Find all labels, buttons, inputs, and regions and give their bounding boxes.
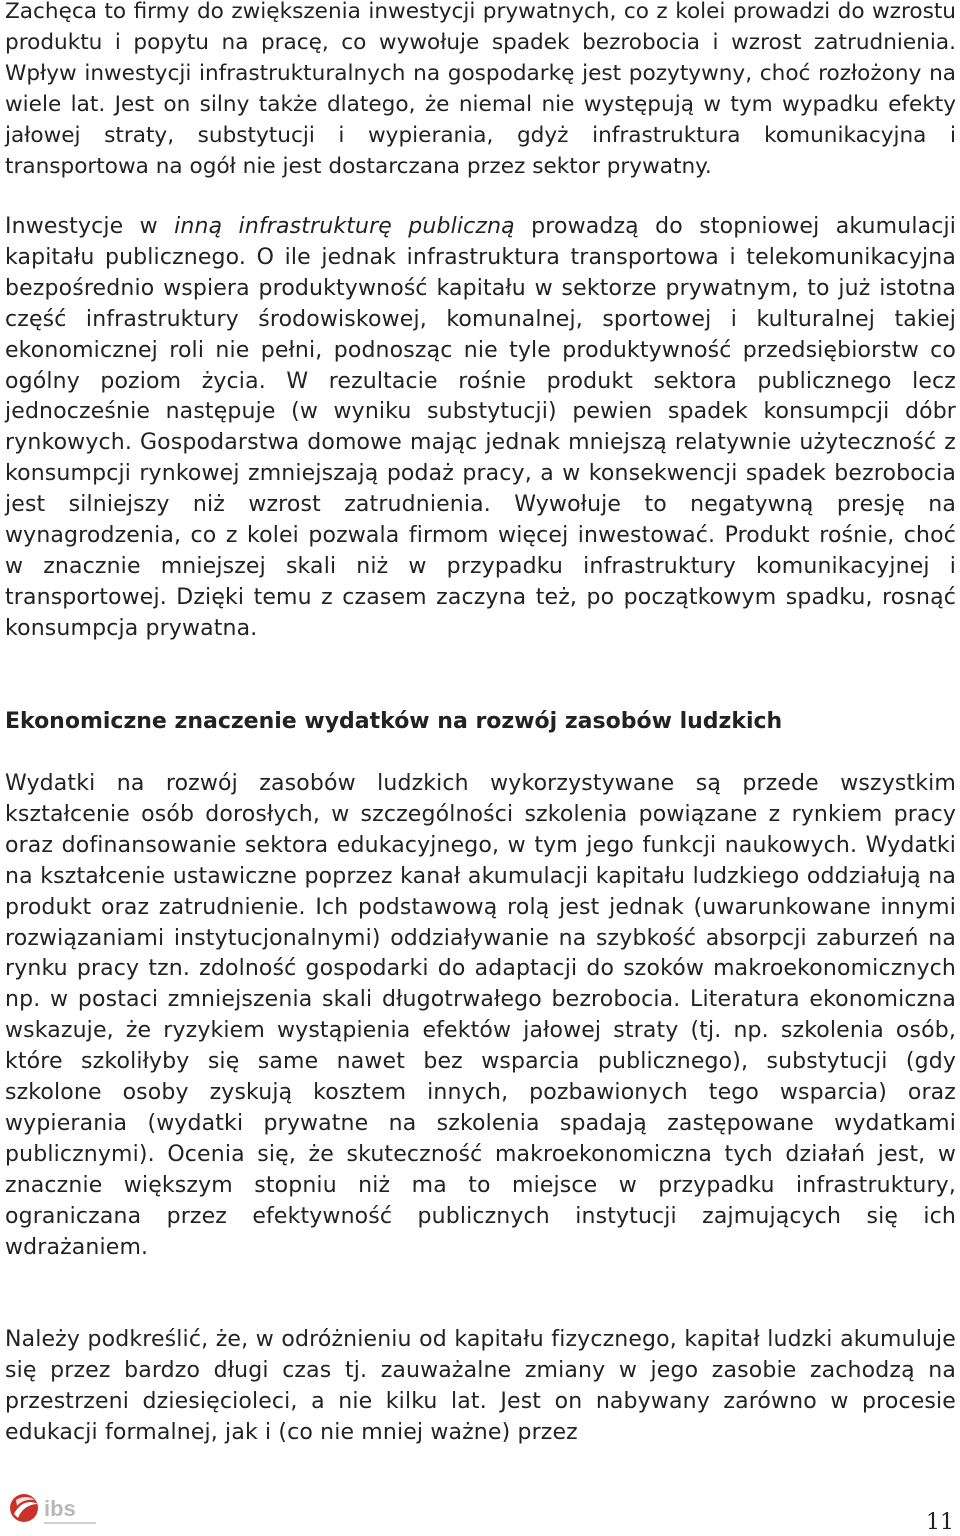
paragraph-text: prowadzą do stopniowej akumulacji kapitału publicznego. O ile jednak infrastruktura transportowa i telekomunikacyjna bezpośrednio wspiera produktywność kapitału w sektorze prywatnym, to już istotna część infrastruktury środowiskowej, komunalnej, sportowej i kulturalnej takiej ekonomicznej roli nie pełni, podnosząc nie tyle produktywność przedsiębiorstw co ogólny poziom życia. W rezultacie rośnie produkt sektora publicznego lecz jednocześnie następuje (w wyniku substytucji) pewien spadek konsumpcji dóbr rynkowych. Gospodarstwa domowe mając jednak mniejszą relatywnie użyteczność z konsumpcji rynkowej zmniejszają podaż pracy, a w konsekwencji spadek bezrobocia jest silniejszy niż wzrost zatrudnienia. Wywołuje to negatywną presję na wynagrodzenia, co z kolei pozwala firmom więcej inwestować. Produkt rośnie, choć w znacznie mniejszej skali niż w przypadku infrastruktury komunikacyjnej i transportowej. Dzięki temu z czasem zaczyna też, po początkowym spadku, rosnąć konsumpcja prywatna. xyxy=(5,214,956,641)
paragraph-human-capital: Należy podkreślić, że, w odróżnieniu od kapitału fizycznego, kapitał ludzki akumuluje się przez bardzo długi czas tj. zauważalne zmiany w jego zasobie zachodzą na przestrzeni dziesięcioleci, a nie kilku lat. Jest on nabywany zarówno w procesie edukacji formalnej, jak i (co nie mniej ważne) przez xyxy=(5,1327,956,1445)
page-number: 11 xyxy=(926,1510,954,1535)
section-heading: Ekonomiczne znaczenie wydatków na rozwój zasobów ludzkich xyxy=(5,709,783,734)
paragraph-public-infrastructure xyxy=(5,212,956,645)
italic-phrase: inną infrastrukturę publiczną xyxy=(174,214,515,239)
logo-wordmark: ibs xyxy=(44,1496,76,1521)
paragraph-text: Inwestycje w xyxy=(5,214,175,239)
paragraph-investment-effects: Zachęca to firmy do zwiększenia inwestycji prywatnych, co z kolei prowadzi do wzrostu produktu i popytu na pracę, co wywołuje spadek bezrobocia i wzrost zatrudnienia. Wpływ inwestycji infrastrukturalnych na gospodarkę jest pozytywny, choć rozłożony na wiele lat. Jest on silny także dlatego, że niemal nie występują w tym wypadku efekty jałowej straty, substytucji i wypierania, gdyż infrastruktura komunikacyjna i transportowa na ogół nie jest dostarczana przez sektor prywatny. xyxy=(5,0,956,179)
ibs-logo xyxy=(8,1492,100,1530)
paragraph-human-resources: Wydatki na rozwój zasobów ludzkich wykorzystywane są przede wszystkim kształcenie osób dorosłych, w szczególności szkolenia powiązane z rynkiem pracy oraz dofinansowanie sektora edukacyjnego, w tym jego funkcji naukowych. Wydatki na kształcenie ustawiczne poprzez kanał akumulacji kapitału ludzkiego oddziałują na produkt oraz zatrudnienie. Ich podstawową rolą jest jednak (uwarunkowane innymi rozwiązaniami instytucjonalnymi) oddziaływanie na szybkość absorpcji zaburzeń na rynku pracy tzn. zdolność gospodarki do adaptacji do szoków makroekonomicznych np. w postaci zmniejszenia skali długotrwałego bezrobocia. Literatura ekonomiczna wskazuje, że ryzykiem wystąpienia efektów jałowej straty (tj. np. szkolenia osób, które szkoliłyby się same nawet bez wsparcia publicznego), substytucji (gdy szkolone osoby zyskują kosztem innych, pozbawionych tego wsparcia) oraz wypierania (wydatki prywatne na szkolenia spadają zastępowane wydatkami publicznymi). Ocenia się, że skuteczność makroekonomiczna tych działań jest, w znacznie większym stopniu niż ma to miejsce w przypadku infrastruktury, ograniczana przez efektywność publicznych instytucji zajmujących się ich wdrażaniem. xyxy=(5,771,956,1260)
logo-mark-icon xyxy=(10,1494,38,1522)
